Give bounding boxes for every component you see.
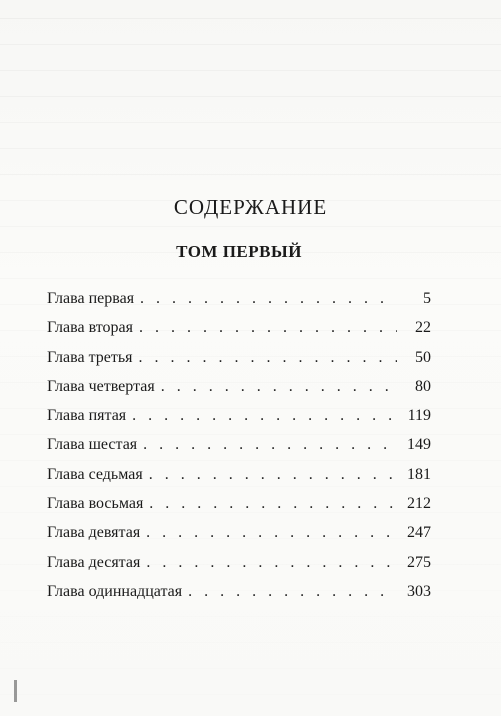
toc-entry: [47, 460, 431, 489]
dot-leader: [140, 284, 397, 313]
volume-heading: ТОМ ПЕРВЫЙ: [176, 242, 302, 261]
toc-entry-page: 5: [423, 290, 431, 307]
toc-entry: [47, 372, 431, 401]
toc-entry-page: 149: [407, 436, 431, 454]
dot-leader: [139, 343, 397, 372]
toc-entry: [47, 284, 431, 313]
toc-entry: [47, 430, 431, 459]
toc-entry: [47, 518, 431, 547]
toc-entry-page: 212: [407, 495, 431, 513]
toc-entry-label: Глава четвертая: [47, 377, 155, 395]
toc-entry: [47, 313, 431, 342]
toc-entry: [47, 548, 431, 577]
toc-entry-page: 275: [407, 553, 431, 571]
toc-entry-page: 247: [407, 524, 431, 542]
dot-leader: [139, 313, 397, 342]
dot-leader: [188, 577, 397, 606]
toc-entry-page: 181: [407, 465, 431, 483]
table-of-contents: [47, 284, 431, 606]
toc-entry-label: Глава вторая: [47, 319, 133, 337]
page-edge-mark: [14, 680, 17, 702]
dot-leader: [149, 489, 397, 518]
toc-entry: [47, 577, 431, 606]
toc-entry-label: Глава шестая: [47, 436, 138, 454]
toc-entry-label: Глава первая: [47, 290, 135, 307]
toc-entry: [47, 343, 431, 372]
toc-entry-page: 80: [415, 377, 431, 395]
toc-entry: [47, 401, 431, 430]
toc-entry-label: Глава седьмая: [47, 465, 143, 483]
toc-entry-page: 119: [407, 407, 431, 425]
toc-entry-label: Глава восьмая: [47, 495, 144, 513]
dot-leader: [143, 430, 397, 459]
toc-entry-page: 50: [415, 348, 431, 366]
dot-leader: [149, 460, 397, 489]
dot-leader: [146, 548, 397, 577]
toc-entry-label: Глава пятая: [47, 407, 127, 425]
dot-leader: [132, 401, 397, 430]
dot-leader: [146, 518, 397, 547]
toc-entry-page: 22: [415, 319, 431, 337]
contents-title: СОДЕРЖАНИЕ: [173, 195, 328, 219]
dot-leader: [161, 372, 397, 401]
toc-entry: [47, 489, 431, 518]
toc-entry-label: Глава третья: [47, 348, 133, 366]
toc-entry-label: Глава девятая: [47, 524, 141, 542]
toc-entry-page: 303: [407, 582, 431, 600]
toc-entry-label: Глава десятая: [47, 553, 141, 571]
toc-entry-label: Глава одиннадцатая: [47, 582, 183, 600]
